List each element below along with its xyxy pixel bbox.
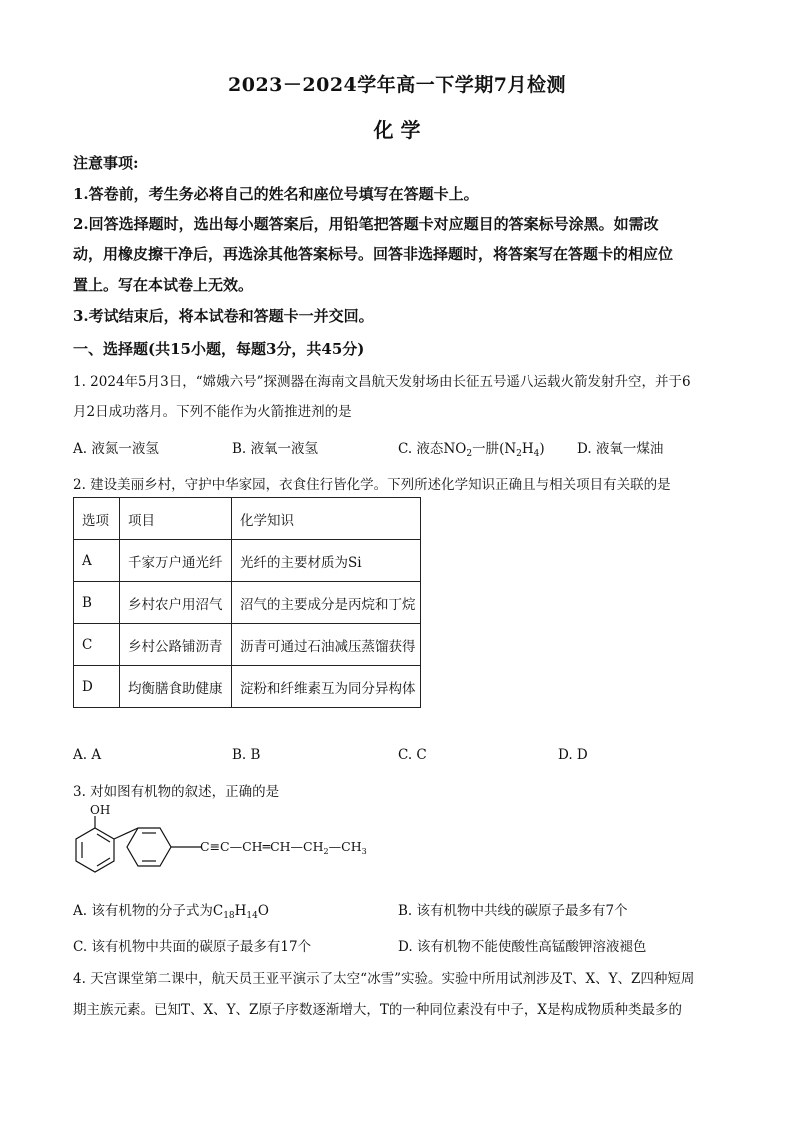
table-cell: 沼气的主要成分是丙烷和丁烷 bbox=[232, 582, 421, 624]
table-cell: D bbox=[74, 666, 120, 708]
table-row bbox=[74, 624, 421, 666]
table-row bbox=[74, 540, 421, 582]
notice-item: 3.考试结束后，将本试卷和答题卡一并交回。 bbox=[73, 307, 374, 325]
table-cell: 均衡膳食助健康 bbox=[120, 666, 232, 708]
section-heading: 一、选择题(共15小题，每题3分，共45分) bbox=[73, 340, 365, 358]
organic-structure-diagram bbox=[60, 800, 400, 890]
q1-option-b: B. 液氧一液氢 bbox=[232, 441, 319, 457]
oh-group-label: OH bbox=[90, 803, 111, 817]
notice-item: 动，用橡皮擦干净后，再选涂其他答案标号。回答非选择题时，将答案写在答题卡的相应位 bbox=[73, 245, 674, 263]
table-row bbox=[74, 582, 421, 624]
notice-item: 2.回答选择题时，选出每小题答案后，用铅笔把答题卡对应题目的答案标号涂黑。如需改 bbox=[73, 215, 659, 233]
table-header-cell: 化学知识 bbox=[232, 498, 421, 540]
q2-table bbox=[73, 497, 421, 708]
table-cell: 千家万户通光纤 bbox=[120, 540, 232, 582]
q2-option-c: C. C bbox=[398, 747, 427, 763]
table-header-cell: 选项 bbox=[74, 498, 120, 540]
q1-stem-line1: 1. 2024年5月3日，“嫦娥六号”探测器在海南文昌航天发射场由长征五号遥八运载火箭发射升空，并于6 bbox=[73, 374, 691, 390]
side-chain-formula: $C\equiv C—CH═CH—CH_2—CH_3$ bbox=[200, 839, 367, 856]
q3-option-c: C. 该有机物中共面的碳原子最多有17个 bbox=[73, 939, 312, 955]
table-cell: 乡村公路铺沥青 bbox=[120, 624, 232, 666]
q2-stem: 2. 建设美丽乡村，守护中华家园，衣食住行皆化学。下列所述化学知识正确且与相关项目有关联的是 bbox=[73, 477, 671, 493]
q1-option-a: A. 液氮一液氢 bbox=[73, 441, 159, 457]
q3-option-a: A. 该有机物的分子式为$C_{18}H_{14}O$ bbox=[73, 903, 269, 921]
exam-title: 2023－2024学年高一下学期7月检测 bbox=[228, 74, 566, 96]
q2-option-b: B. B bbox=[232, 747, 261, 763]
notice-item: 1.答卷前，考生务必将自己的姓名和座位号填写在答题卡上。 bbox=[73, 185, 479, 203]
table-cell: A bbox=[74, 540, 120, 582]
table-row bbox=[74, 666, 421, 708]
q3-stem: 3. 对如图有机物的叙述，正确的是 bbox=[73, 784, 280, 800]
q4-stem-line1: 4. 天宫课堂第二课中，航天员王亚平演示了太空“冰雪”实验。实验中所用试剂涉及T、X、Y、Z四种短周 bbox=[73, 971, 695, 987]
q2-option-d: D. D bbox=[558, 747, 588, 763]
phenyl-ring bbox=[127, 828, 201, 866]
notice-heading: 注意事项: bbox=[73, 154, 139, 172]
table-cell: 光纤的主要材质为Si bbox=[232, 540, 421, 582]
phenol-ring bbox=[76, 816, 114, 872]
table-cell: 淀粉和纤维素互为同分异构体 bbox=[232, 666, 421, 708]
q1-option-c: C. 液态$NO_2$一肼$(N_2H_4)$ bbox=[398, 441, 545, 459]
q1-stem-line2: 月2日成功落月。下列不能作为火箭推进剂的是 bbox=[73, 404, 352, 420]
table-cell: B bbox=[74, 582, 120, 624]
table-cell: 沥青可通过石油减压蒸馏获得 bbox=[232, 624, 421, 666]
q4-stem-line2: 期主族元素。已知T、X、Y、Z原子序数逐渐增大，T的一种同位素没有中子，X是构成物质种类最多的 bbox=[73, 1002, 683, 1018]
table-header-cell: 项目 bbox=[120, 498, 232, 540]
q3-option-d: D. 该有机物不能使酸性高锰酸钾溶液褪色 bbox=[398, 939, 647, 955]
q1-option-d: D. 液氧一煤油 bbox=[577, 441, 664, 457]
q3-option-b: B. 该有机物中共线的碳原子最多有7个 bbox=[398, 903, 628, 919]
table-header-row bbox=[74, 498, 421, 540]
subject-title: 化 学 bbox=[373, 118, 421, 142]
table-cell: C bbox=[74, 624, 120, 666]
notice-item: 置上。写在本试卷上无效。 bbox=[73, 276, 254, 294]
q2-option-a: A. A bbox=[73, 747, 102, 763]
table-cell: 乡村农户用沼气 bbox=[120, 582, 232, 624]
